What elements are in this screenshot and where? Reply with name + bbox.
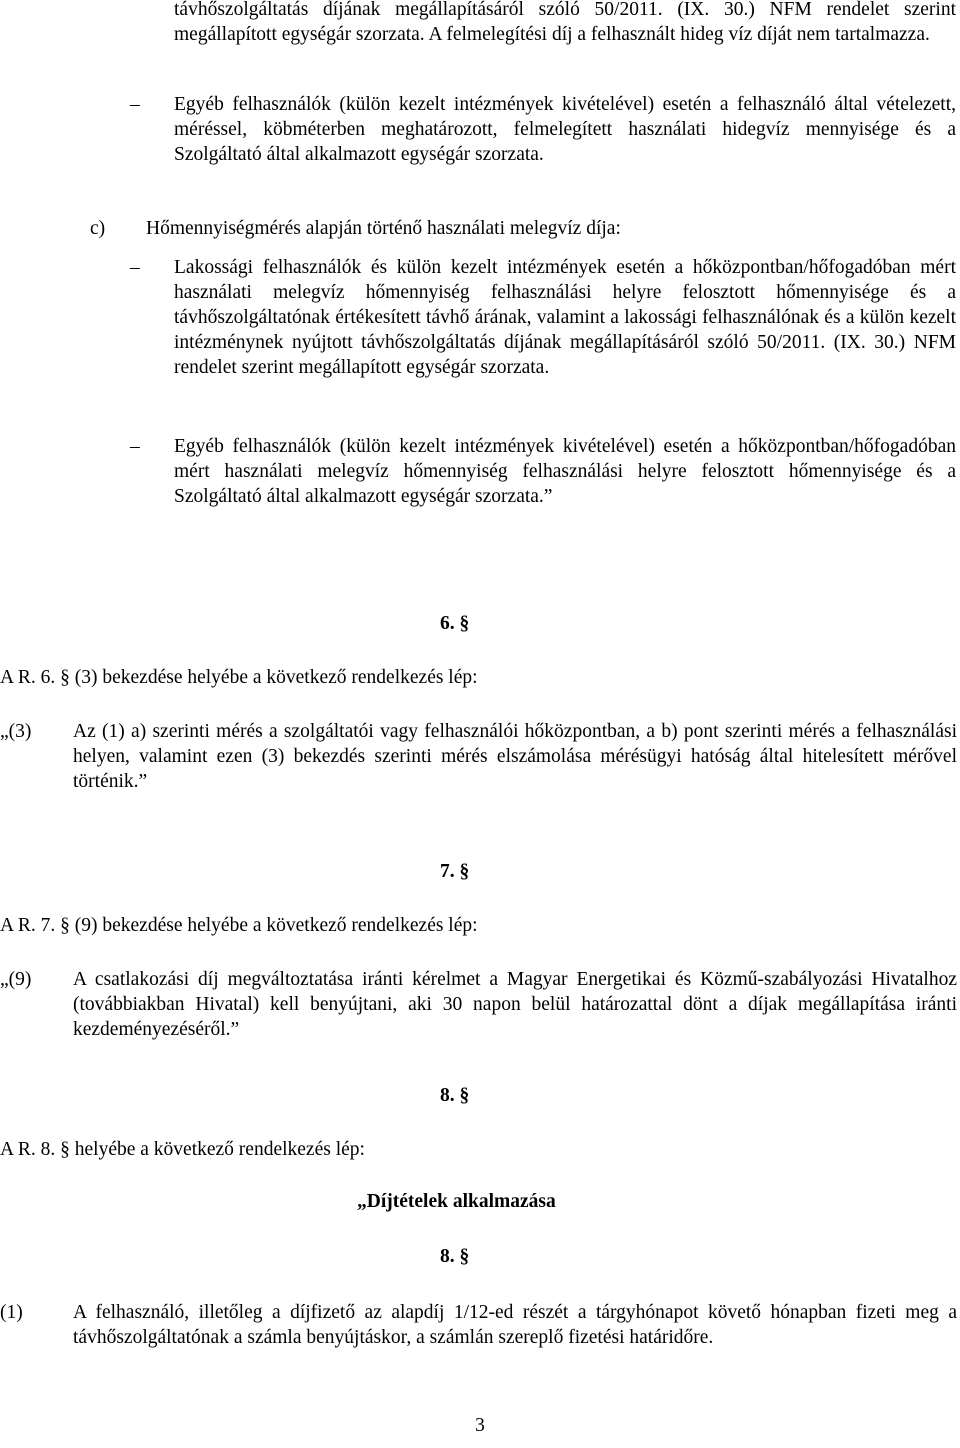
paragraph-text: A csatlakozási díj megváltoztatása iránti kérelmet a Magyar Energetikai és Közmű-szabályozási Hivatalhoz (továbbiakban Hivatal) kell benyújtani, aki 30 napon belül határozattal dönt a díjak megállapítása iránti kezdeményezéséről.” (73, 969, 957, 1040)
continuation-paragraph: távhőszolgáltatás díjának megállapításáról szóló 50/2011. (IX. 30.) NFM rendelet szerint megállapított egységár szorzata. A felmelegítési díj a felhasznált hideg víz díját nem tartalmazza. (174, 0, 956, 45)
dash-bullet: – (130, 436, 140, 457)
paragraph-text: Az (1) a) szerinti mérés a szolgáltatói vagy felhasználói hőközpontban, a b) pont szerinti mérés a felhasználási helyen, valamint ezen (3) bekezdés szerinti mérés elszámolása mérésügyi hatóság által hitelesített mérővel történik.” (73, 721, 957, 792)
amendment-intro-8: A R. 8. § helyébe a következő rendelkezés lép: (0, 1139, 365, 1160)
dash-bullet: – (130, 94, 140, 115)
rule-title: „Díjtételek alkalmazása (357, 1191, 556, 1212)
section-heading-c: Hőmennyiségmérés alapján történő használati melegvíz díja: (146, 218, 621, 239)
list-item-text: Egyéb felhasználók (külön kezelt intézmények kivételével) esetén a hőközpontban/hőfogadóban mért használati melegvíz hőmennyiség felhasználási helyre felosztott hőmennyisége és a Szolgáltató által alkalmazott egységár szorzata.” (174, 436, 956, 507)
section-heading-8: 8. § (440, 1085, 470, 1106)
section-heading-8-inner: 8. § (440, 1246, 470, 1267)
paragraph-number: (1) (0, 1302, 23, 1323)
section-label-c: c) (90, 218, 106, 239)
paragraph-number: „(9) (0, 969, 32, 990)
list-item-text: Egyéb felhasználók (külön kezelt intézmények kivételével) esetén a felhasználó által vételezett, méréssel, köbméterben meghatározott, felmelegített használati hidegvíz mennyisége és a Szolgáltató által alkalmazott egységár szorzata. (174, 94, 956, 165)
list-item-text: Lakossági felhasználók és külön kezelt intézmények esetén a hőközpontban/hőfogadóban mért használati melegvíz hőmennyiség felhasználási helyre felosztott hőmennyisége és a távhőszolgáltatónak értékesített távhő árának, valamint a lakossági felhasználónak és a külön kezelt intézménynek nyújtott távhőszolgáltatás díjának megállapításáról szóló 50/2011. (IX. 30.) NFM rendelet szerint megállapított egységár szorzata. (174, 257, 956, 378)
page-number: 3 (475, 1415, 485, 1436)
amendment-intro-6: A R. 6. § (3) bekezdése helyébe a következő rendelkezés lép: (0, 667, 478, 688)
paragraph-text: A felhasználó, illetőleg a díjfizető az alapdíj 1/12-ed részét a tárgyhónapot követő hónapban fizeti meg a távhőszolgáltatónak a számla benyújtáskor, a számlán szereplő fizetési határidőre. (73, 1302, 957, 1348)
section-heading-6: 6. § (440, 613, 470, 634)
amendment-intro-7: A R. 7. § (9) bekezdése helyébe a következő rendelkezés lép: (0, 915, 478, 936)
section-heading-7: 7. § (440, 861, 470, 882)
dash-bullet: – (130, 257, 140, 278)
paragraph-number: „(3) (0, 721, 32, 742)
